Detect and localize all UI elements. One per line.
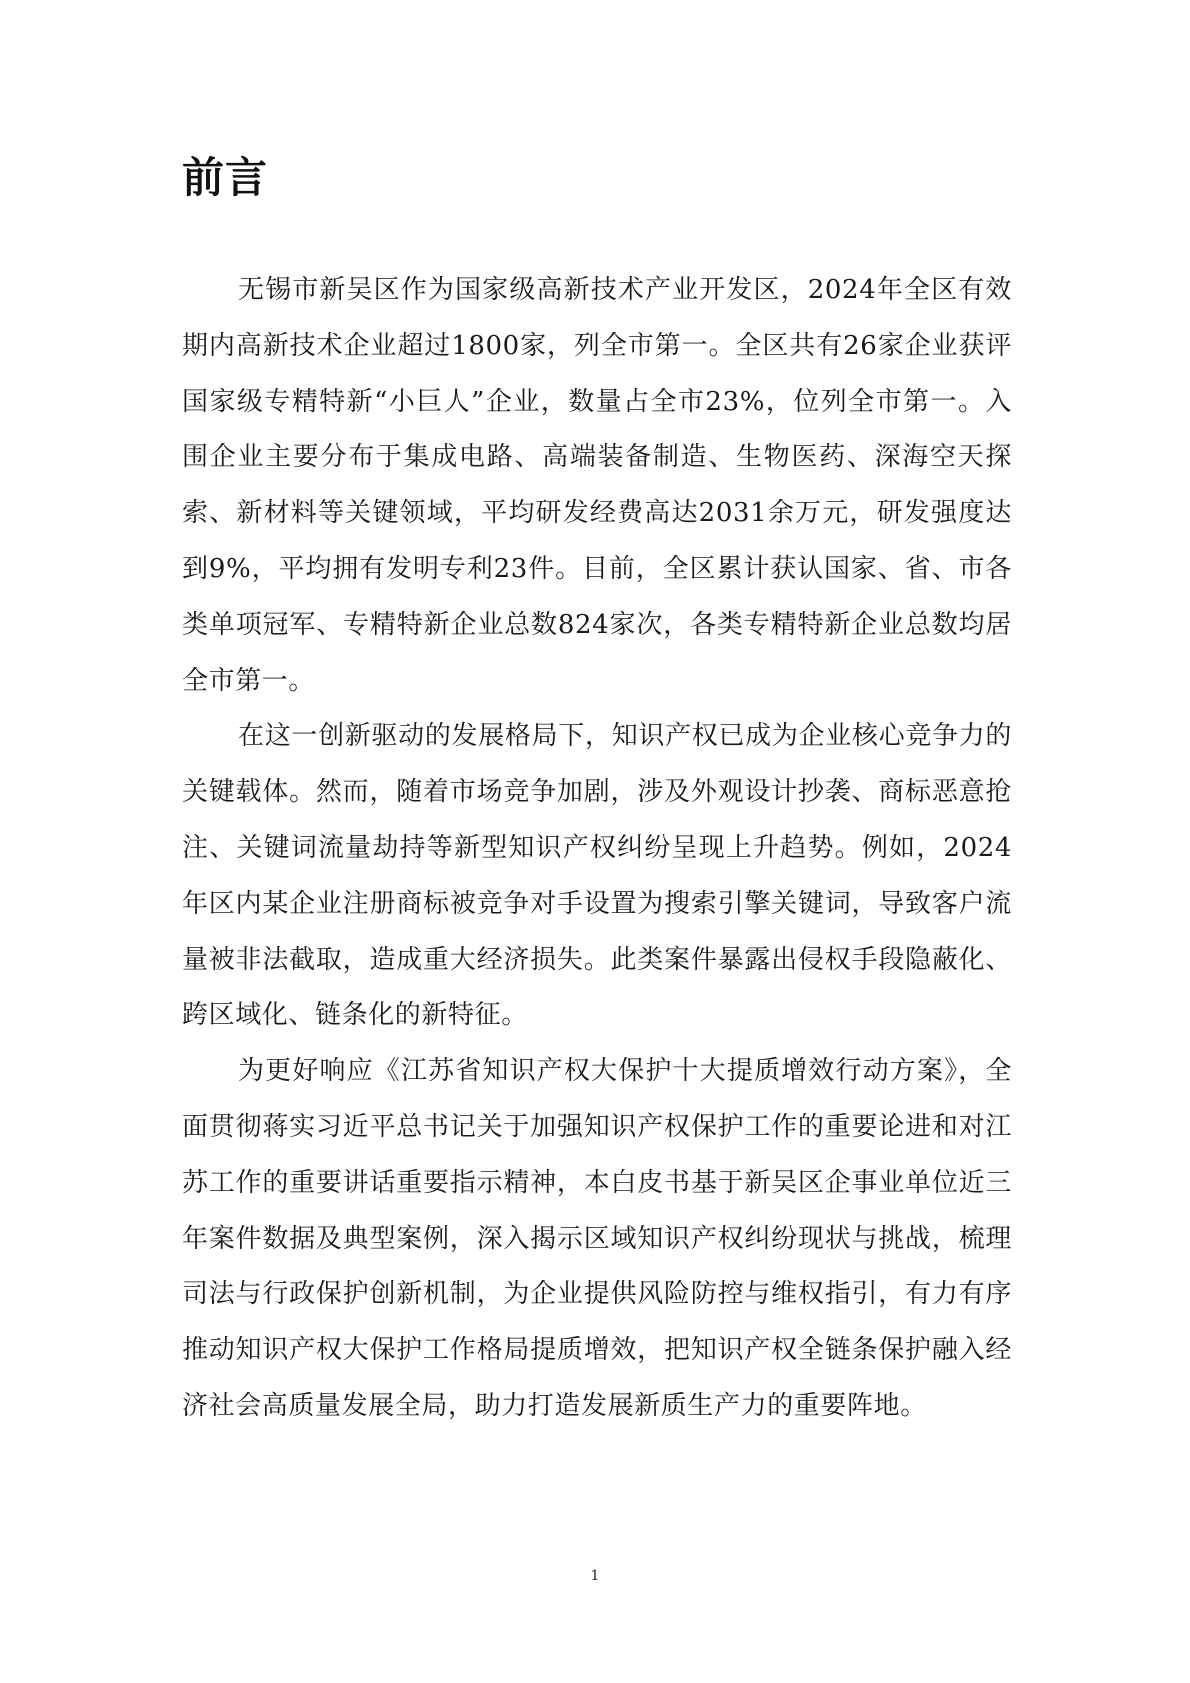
paragraph-1: 无锡市新吴区作为国家级高新技术产业开发区，2024年全区有效期内高新技术企业超过1800家，列全市第一。全区共有26家企业获评国家级专精特新“小巨人”企业，数量占全市23%，位列全市第一。入围企业主要分布于集成电路、高端装备制造、生物医药、深海空天探索、新材料等关键领域，平均研发经费高达2031余万元，研发强度达到9%，平均拥有发明专利23件。目前，全区累计获认国家、省、市各类单项冠军、专精特新企业总数824家次，各类专精特新企业总数均居全市第一。 [182, 275, 1012, 696]
paragraph-2: 在这一创新驱动的发展格局下，知识产权已成为企业核心竞争力的关键载体。然而，随着市场竞争加剧，涉及外观设计抄袭、商标恶意抢注、关键词流量劫持等新型知识产权纠纷呈现上升趋势。例如，2024年区内某企业注册商标被竞争对手设置为搜索引擎关键词，导致客户流量被非法截取，造成重大经济损失。此类案件暴露出侵权手段隐蔽化、跨区域化、链条化的新特征。 [182, 721, 1012, 1031]
page-number: 1 [590, 1568, 600, 1584]
page-title: 前言 [182, 153, 269, 202]
paragraph-3: 为更好响应《江苏省知识产权大保护十大提质增效行动方案》，全面贯彻蒋实习近平总书记关于加强知识产权保护工作的重要论进和对江苏工作的重要讲话重要指示精神，本白皮书基于新吴区企事业单位近三年案件数据及典型案例，深入揭示区域知识产权纠纷现状与挑战，梳理司法与行政保护创新机制，为企业提供风险防控与维权指引，有力有序推动知识产权大保护工作格局提质增效，把知识产权全链条保护融入经济社会高质量发展全局，助力打造发展新质生产力的重要阵地。 [182, 1056, 1012, 1421]
body-text [182, 263, 1012, 1435]
